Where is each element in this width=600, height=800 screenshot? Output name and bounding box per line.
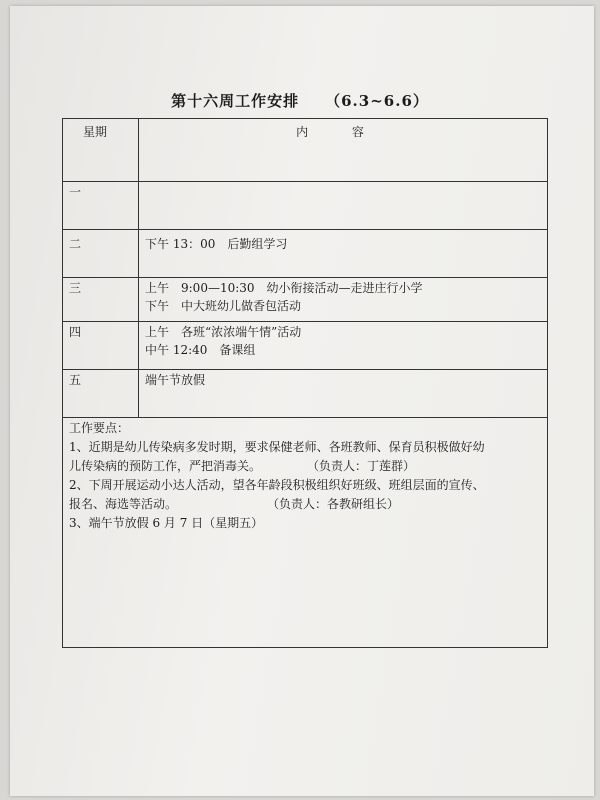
row-5-line-1: 端午节放假 xyxy=(145,373,206,387)
notes-line-2 xyxy=(69,457,485,476)
title-text: 第十六周工作安排 xyxy=(171,92,300,110)
notes-heading: 工作要点： xyxy=(69,421,130,435)
header-content: 内 容 xyxy=(296,125,384,139)
notes-line-3: 2、下周开展运动小达人活动，望各年龄段积极组织好班级、班组层面的宣传、 xyxy=(69,478,485,492)
notes-line-1: 1、近期是幼儿传染病多发时期，要求保健老师、各班教师、保育员积极做好幼 xyxy=(69,440,485,454)
row-2-line-1: 下午 13：00 后勤组学习 xyxy=(145,237,288,251)
work-notes xyxy=(69,419,485,533)
notes-line-2-owner: （负责人：丁莲群） xyxy=(313,459,416,473)
row-divider xyxy=(63,229,547,230)
notes-line-4 xyxy=(69,495,485,514)
row-4-line-1: 上午 各班“浓浓端午情”活动 xyxy=(145,325,302,339)
row-divider xyxy=(63,369,547,370)
row-3-line-1: 上午 9:00—10:30 幼小衔接活动—走进庄行小学 xyxy=(145,281,423,295)
notes-line-5: 3、端午节放假 6 月 7 日（星期五） xyxy=(69,516,264,530)
day-label-5: 五 xyxy=(69,373,82,387)
row-divider xyxy=(63,321,547,322)
row-4-line-2: 中午 12:40 备课组 xyxy=(145,343,256,357)
day-label-2: 二 xyxy=(69,237,82,251)
schedule-table xyxy=(62,118,548,648)
row-divider xyxy=(63,417,547,418)
day-label-4: 四 xyxy=(69,325,82,339)
column-divider xyxy=(138,119,139,417)
notes-line-4-owner: （负责人：各教研组长） xyxy=(273,497,400,511)
notes-line-2-text: 儿传染病的预防工作，严把消毒关。 xyxy=(69,459,262,473)
title-dates: （6.3~6.6） xyxy=(325,92,429,110)
notes-line-4-text: 报名、海选等活动。 xyxy=(69,497,178,511)
row-divider xyxy=(63,181,547,182)
header-day: 星期 xyxy=(83,125,108,139)
day-label-3: 三 xyxy=(69,281,82,295)
day-label-1: 一 xyxy=(69,185,82,199)
row-3-line-2: 下午 中大班幼儿做香包活动 xyxy=(145,299,302,313)
row-divider xyxy=(63,277,547,278)
page-title xyxy=(0,90,600,111)
